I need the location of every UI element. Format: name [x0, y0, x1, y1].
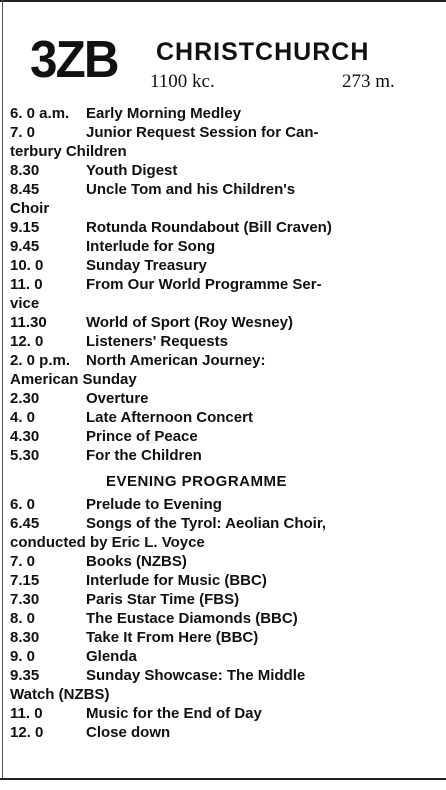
station-frequency: 1100 kc. [150, 71, 215, 92]
item-title: Late Afternoon Concert [86, 409, 253, 426]
item-title: Prelude to Evening [86, 496, 222, 513]
list-item [10, 332, 440, 351]
item-time: 2.30 [10, 390, 40, 407]
left-rule [2, 0, 3, 780]
list-item [10, 427, 440, 446]
item-title: Prince of Peace [86, 428, 198, 445]
item-time: 10. 0 [10, 257, 44, 274]
list-item [10, 495, 440, 514]
item-title: Interlude for Music (BBC) [86, 572, 267, 589]
item-time: 4. 0 [10, 409, 36, 426]
list-item [10, 609, 440, 628]
item-title: The Eustace Diamonds (BBC) [86, 610, 298, 627]
item-time: 9. 0 [10, 648, 36, 665]
list-item [10, 666, 440, 704]
item-title: From Our World Programme Ser- [86, 276, 322, 293]
item-time: 9.35 [10, 667, 40, 684]
item-title: Junior Request Session for Can- [86, 124, 319, 141]
item-title: Songs of the Tyrol: Aeolian Choir, [86, 515, 327, 532]
list-item [10, 408, 440, 427]
list-item [10, 514, 440, 552]
list-item [10, 313, 440, 332]
item-title: Books (NZBS) [86, 553, 187, 570]
station-wavelength: 273 m. [342, 71, 395, 92]
evening-programme-heading: EVENING PROGRAMME [106, 473, 288, 490]
item-title: Music for the End of Day [86, 705, 262, 722]
item-title: Close down [86, 724, 171, 741]
item-title: Interlude for Song [86, 238, 216, 255]
programme-list [10, 104, 440, 742]
item-time: 11. 0 [10, 705, 43, 722]
item-title-continued: Watch (NZBS) [10, 686, 110, 703]
station-city: CHRISTCHURCH [156, 38, 370, 66]
list-item [10, 647, 440, 666]
list-item [10, 351, 440, 389]
list-item [10, 590, 440, 609]
item-title: World of Sport (Roy Wesney) [86, 314, 293, 331]
item-time: 7. 0 [10, 124, 36, 141]
item-time: 8. 0 [10, 610, 36, 627]
list-item [10, 446, 440, 465]
item-title-continued: vice [10, 295, 40, 312]
list-item [10, 723, 440, 742]
item-title: Sunday Showcase: The Middle [86, 667, 306, 684]
item-title: Youth Digest [86, 162, 178, 179]
item-time: 6. 0 [10, 496, 36, 513]
item-time: 11.30 [10, 314, 47, 331]
item-title: Uncle Tom and his Children's [86, 181, 296, 198]
item-title: Overture [86, 390, 149, 407]
item-title: Early Morning Medley [86, 105, 242, 122]
item-title-continued: American Sunday [10, 371, 137, 388]
item-title: For the Children [86, 447, 202, 464]
item-time: 9.45 [10, 238, 40, 255]
top-rule [0, 0, 446, 2]
item-time: 9.15 [10, 219, 40, 236]
item-time: 8.45 [10, 181, 40, 198]
item-time: 6. 0 a.m. [10, 105, 70, 122]
item-title: Glenda [86, 648, 137, 665]
item-title-continued: terbury Children [10, 143, 127, 160]
list-item [10, 552, 440, 571]
bottom-rule [0, 778, 446, 780]
item-time: 7.15 [10, 572, 40, 589]
list-item [10, 123, 440, 161]
item-title: North American Journey: [86, 352, 266, 369]
item-title: Listeners' Requests [86, 333, 228, 350]
list-item [10, 237, 440, 256]
list-item [10, 275, 440, 313]
list-item [10, 628, 440, 647]
list-item [10, 389, 440, 408]
item-time: 2. 0 p.m. [10, 352, 71, 369]
list-item [10, 704, 440, 723]
item-time: 8.30 [10, 162, 40, 179]
item-time: 8.30 [10, 629, 40, 646]
list-item [10, 180, 440, 218]
item-title: Paris Star Time (FBS) [86, 591, 240, 608]
item-title: Rotunda Roundabout (Bill Craven) [86, 219, 332, 236]
item-time: 12. 0 [10, 333, 44, 350]
list-item [10, 256, 440, 275]
list-item [10, 218, 440, 237]
item-title: Take It From Here (BBC) [86, 629, 259, 646]
item-time: 12. 0 [10, 724, 44, 741]
list-item [10, 571, 440, 590]
item-title-continued: conducted by Eric L. Voyce [10, 534, 205, 551]
item-time: 7. 0 [10, 553, 36, 570]
item-time: 6.45 [10, 515, 40, 532]
item-time: 5.30 [10, 447, 40, 464]
item-title-continued: Choir [10, 200, 50, 217]
item-title: Sunday Treasury [86, 257, 207, 274]
item-time: 7.30 [10, 591, 40, 608]
item-time: 4.30 [10, 428, 40, 445]
list-item [10, 104, 440, 123]
list-item [10, 161, 440, 180]
station-call-sign: 3ZB [30, 31, 118, 89]
item-time: 11. 0 [10, 276, 43, 293]
